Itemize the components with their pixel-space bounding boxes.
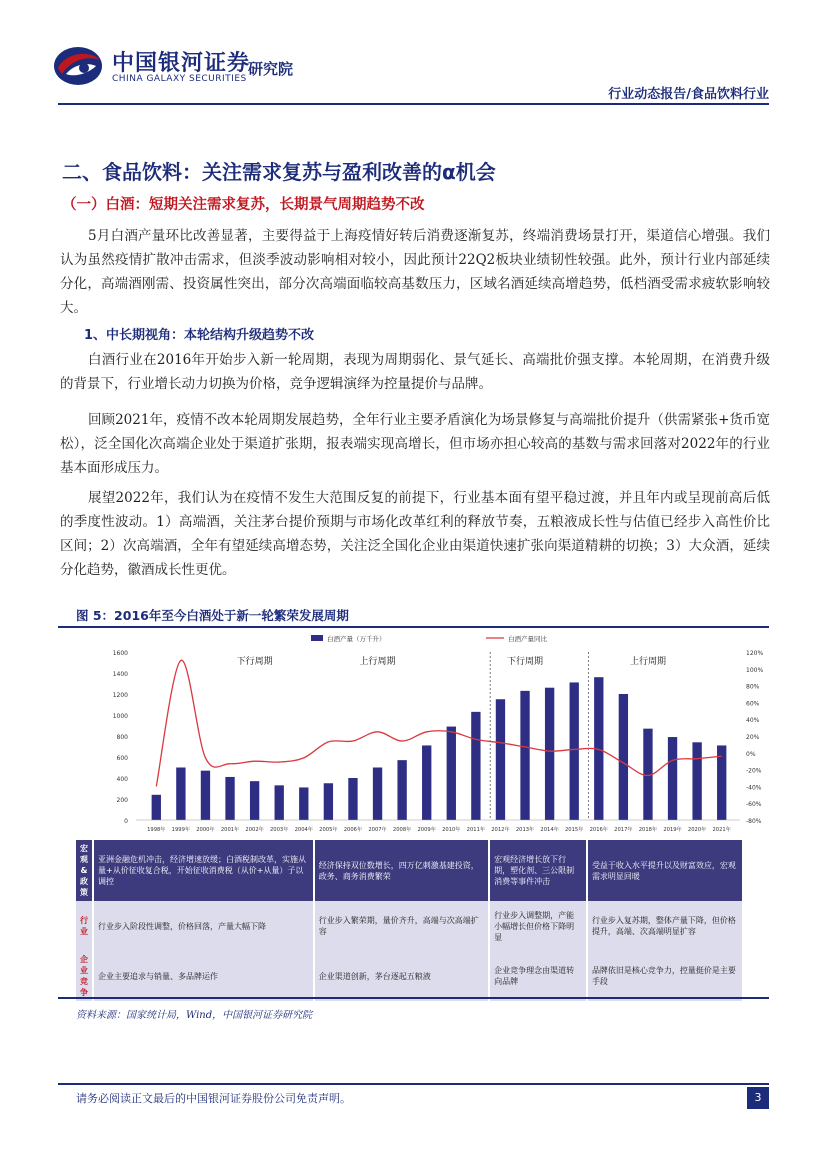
production-bar (520, 691, 529, 820)
period-label: 下行周期 (236, 657, 273, 667)
paragraph-2: 白酒行业在2016年开始步入新一轮周期，表现为周期弱化、景气延长、高端批价强支撑。本轮周期，在消费升级的背景下，行业增长动力切换为价格，竞争逻辑演绎为控量提价与品牌。 (60, 352, 770, 392)
y-right-tick-label: -40% (746, 784, 762, 792)
subsection-heading: （一）白酒：短期关注需求复苏，长期景气周期趋势不改 (62, 197, 425, 213)
brand-name-en: CHINA GALAXY SECURITIES (112, 74, 247, 84)
table-cell: 经济保持双位数增长，四万亿刺激基建投资，政务、商务消费繁荣 (314, 840, 489, 901)
x-tick-label: 2018年 (638, 827, 658, 833)
y-right-tick-label: -60% (746, 801, 762, 809)
x-tick-label: 1999年 (171, 827, 191, 833)
header-divider (58, 103, 769, 105)
y-right-tick-label: -80% (746, 818, 762, 825)
production-bar (471, 712, 480, 820)
y-right-tick-label: 0% (746, 750, 756, 758)
production-bar (324, 783, 333, 820)
x-tick-label: 2016年 (589, 827, 608, 833)
x-tick-label: 2002年 (245, 827, 264, 833)
report-type: 行业动态报告/食品饮料行业 (608, 87, 769, 102)
baijiu-production-chart (58, 630, 769, 840)
x-tick-label: 2013年 (515, 827, 535, 833)
production-bar (201, 771, 210, 820)
x-tick-label: 2007年 (368, 827, 387, 833)
paragraph-4: 展望2022年，我们认为在疫情不发生大范围反复的前提下，行业基本面有望平稳过渡，并且年内或呈现前高后低的季度性波动。1）高端酒，关注茅台提价预期与市场化改革红利的释放节奏，五粮液成长性与估值已经步入高性价比区间；2）次高端酒，全年有望延续高增态势，关注泛全国化企业由渠道快速扩张向渠道精耕的切换；3）大众酒，延续分化趋势，徽酒成长性更优。 (60, 490, 770, 578)
production-bar (668, 737, 677, 820)
x-tick-label: 2015年 (565, 827, 584, 833)
y-left-tick-label: 1600 (112, 650, 128, 657)
paragraph-1: 5月白酒产量环比改善显著，主要得益于上海疫情好转后消费逐渐复苏，终端消费场景打开，渠道信心增强。我们认为虽然疫情扩散冲击需求，但淡季波动影响相对较小，因此预计22Q2板块业绩韧性较强。此外，预计行业内部延续分化，高端酒刚需、投资属性突出，部分次高端面临较高基数压力，区域名酒延续高增趋势，低档酒受需求疲软影响较大。 (60, 228, 770, 316)
y-left-tick-label: 1400 (112, 671, 128, 678)
x-tick-label: 2005年 (319, 827, 338, 833)
chart-legend (311, 634, 548, 643)
figure-source: 资料来源：国家统计局，Wind，中国银河证券研究院 (76, 1010, 313, 1021)
production-bar (348, 778, 357, 820)
x-tick-label: 2000年 (196, 827, 215, 833)
x-tick-label: 2014年 (540, 827, 559, 833)
y-left-tick-label: 600 (116, 755, 128, 762)
x-tick-label: 1998年 (147, 827, 166, 833)
production-bar (373, 768, 382, 821)
yoy-series-line (156, 660, 721, 786)
y-right-tick-label: 80% (746, 683, 760, 691)
table-row-head: 行业 (76, 901, 93, 951)
chart-axes (113, 650, 764, 833)
y-left-tick-label: 200 (116, 797, 128, 804)
production-bar (275, 785, 284, 820)
footer-disclaimer: 请务必阅读正文最后的中国银河证券股份公司免责声明。 (76, 1092, 351, 1105)
y-right-tick-label: 100% (746, 666, 764, 674)
table-cell: 企业竞争理念由渠道转向品牌 (489, 951, 587, 1001)
table-cell: 企业主要追求与销量、多品牌运作 (93, 951, 314, 1001)
table-cell: 宏观经济增长放下行期，塑化剂、三公限制消费等事件冲击 (489, 840, 587, 901)
galaxy-logo-icon (52, 44, 104, 88)
x-tick-label: 2008年 (392, 827, 412, 833)
cycle-comparison-table (76, 840, 744, 1001)
y-left-tick-label: 400 (116, 776, 128, 783)
production-bar (692, 742, 701, 820)
table-cell: 行业步入复苏期，整体产量下降，但价格提升，高端、次高端明显扩容 (587, 901, 743, 951)
x-tick-label: 2021年 (712, 827, 731, 833)
table-row-head: 宏观&政策 (76, 840, 93, 901)
table-cell: 企业渠道创新，茅台逐起五粮液 (314, 951, 489, 1001)
legend-swatch-bar (311, 635, 323, 641)
x-tick-label: 2020年 (687, 827, 707, 833)
figure-top-rule (58, 626, 769, 628)
table-cell: 行业步入繁荣期，量价齐升，高端与次高端扩容 (314, 901, 489, 951)
x-tick-label: 2011年 (466, 827, 486, 833)
production-bar (422, 745, 431, 820)
table-cell: 品牌依旧是核心竞争力，控量挺价是主要手段 (587, 951, 743, 1001)
chart-bars (152, 677, 727, 820)
y-left-tick-label: 1000 (112, 713, 128, 720)
production-bar (545, 688, 554, 820)
production-bar (619, 694, 628, 820)
x-tick-label: 2017年 (614, 827, 633, 833)
brand-name-cn: 中国银河证券 (112, 51, 251, 76)
y-right-tick-label: -20% (746, 767, 762, 775)
x-tick-label: 2006年 (343, 827, 363, 833)
y-left-tick-label: 1200 (112, 692, 128, 699)
production-bar (447, 727, 456, 820)
y-right-tick-label: 20% (746, 734, 760, 741)
period-label: 上行周期 (629, 657, 666, 667)
production-bar (570, 682, 579, 820)
table-cell: 亚洲金融危机冲击，经济增速放缓；白酒税制改革，实施从量+从价征收复合税，开始征收消费税（从价+从量）子以调控 (93, 840, 314, 901)
section-heading: 二、食品饮料：关注需求复苏与盈利改善的α机会 (62, 160, 496, 184)
figure-bottom-rule (58, 997, 769, 999)
y-right-tick-label: 60% (746, 700, 760, 708)
production-bar (152, 795, 161, 820)
production-bar (225, 777, 234, 820)
production-bar (299, 787, 308, 820)
sub-subsection-heading: 1、中长期视角：本轮结构升级趋势不改 (84, 328, 315, 343)
x-tick-label: 2004年 (294, 827, 313, 833)
legend-label-line: 白酒产量同比 (508, 635, 547, 643)
x-tick-label: 2003年 (270, 827, 289, 833)
y-right-tick-label: 40% (746, 717, 760, 725)
table-row (76, 840, 743, 901)
legend-label-bar: 白酒产量（万千升） (327, 635, 386, 643)
paragraph-3: 回顾2021年，疫情不改本轮周期发展趋势，全年行业主要矛盾演化为场景修复与高端批价提升（供需紧张+货币宽松），泛全国化次高端企业处于渠道扩张期，报表端实现高增长，但市场亦担心较高的基数与需求回落对2022年的行业基本面形成压力。 (60, 412, 770, 476)
chart-yoy-line (156, 660, 721, 786)
x-tick-label: 2012年 (491, 827, 510, 833)
table-cell: 行业步入调整期，产能小幅增长但价格下降明显 (489, 901, 587, 951)
page-number: 3 (747, 1087, 769, 1109)
period-label: 上行周期 (359, 657, 396, 667)
y-left-tick-label: 800 (116, 734, 128, 741)
table-row (76, 951, 743, 1001)
production-bar (397, 760, 406, 820)
production-bar (176, 768, 185, 821)
y-right-tick-label: 120% (746, 650, 764, 657)
x-tick-label: 2019年 (663, 827, 682, 833)
table-cell: 受益于收入水平提升以及财富效应，宏观需求明显回暖 (587, 840, 743, 901)
table-row (76, 901, 743, 951)
footer-divider (58, 1083, 769, 1085)
x-tick-label: 2009年 (417, 827, 436, 833)
y-left-tick-label: 0 (124, 818, 128, 825)
figure-title: 图 5：2016年至今白酒处于新一轮繁荣发展周期 (76, 608, 349, 623)
brand-subtitle: 研究院 (248, 60, 294, 78)
production-bar (250, 781, 259, 820)
production-bar (496, 699, 505, 820)
table-row-head: 企业竞争 (76, 951, 93, 1001)
x-tick-label: 2010年 (442, 827, 461, 833)
period-label: 下行周期 (507, 657, 544, 667)
x-tick-label: 2001年 (220, 827, 240, 833)
table-cell: 行业步入阶段性调整，价格回落，产量大幅下降 (93, 901, 314, 951)
